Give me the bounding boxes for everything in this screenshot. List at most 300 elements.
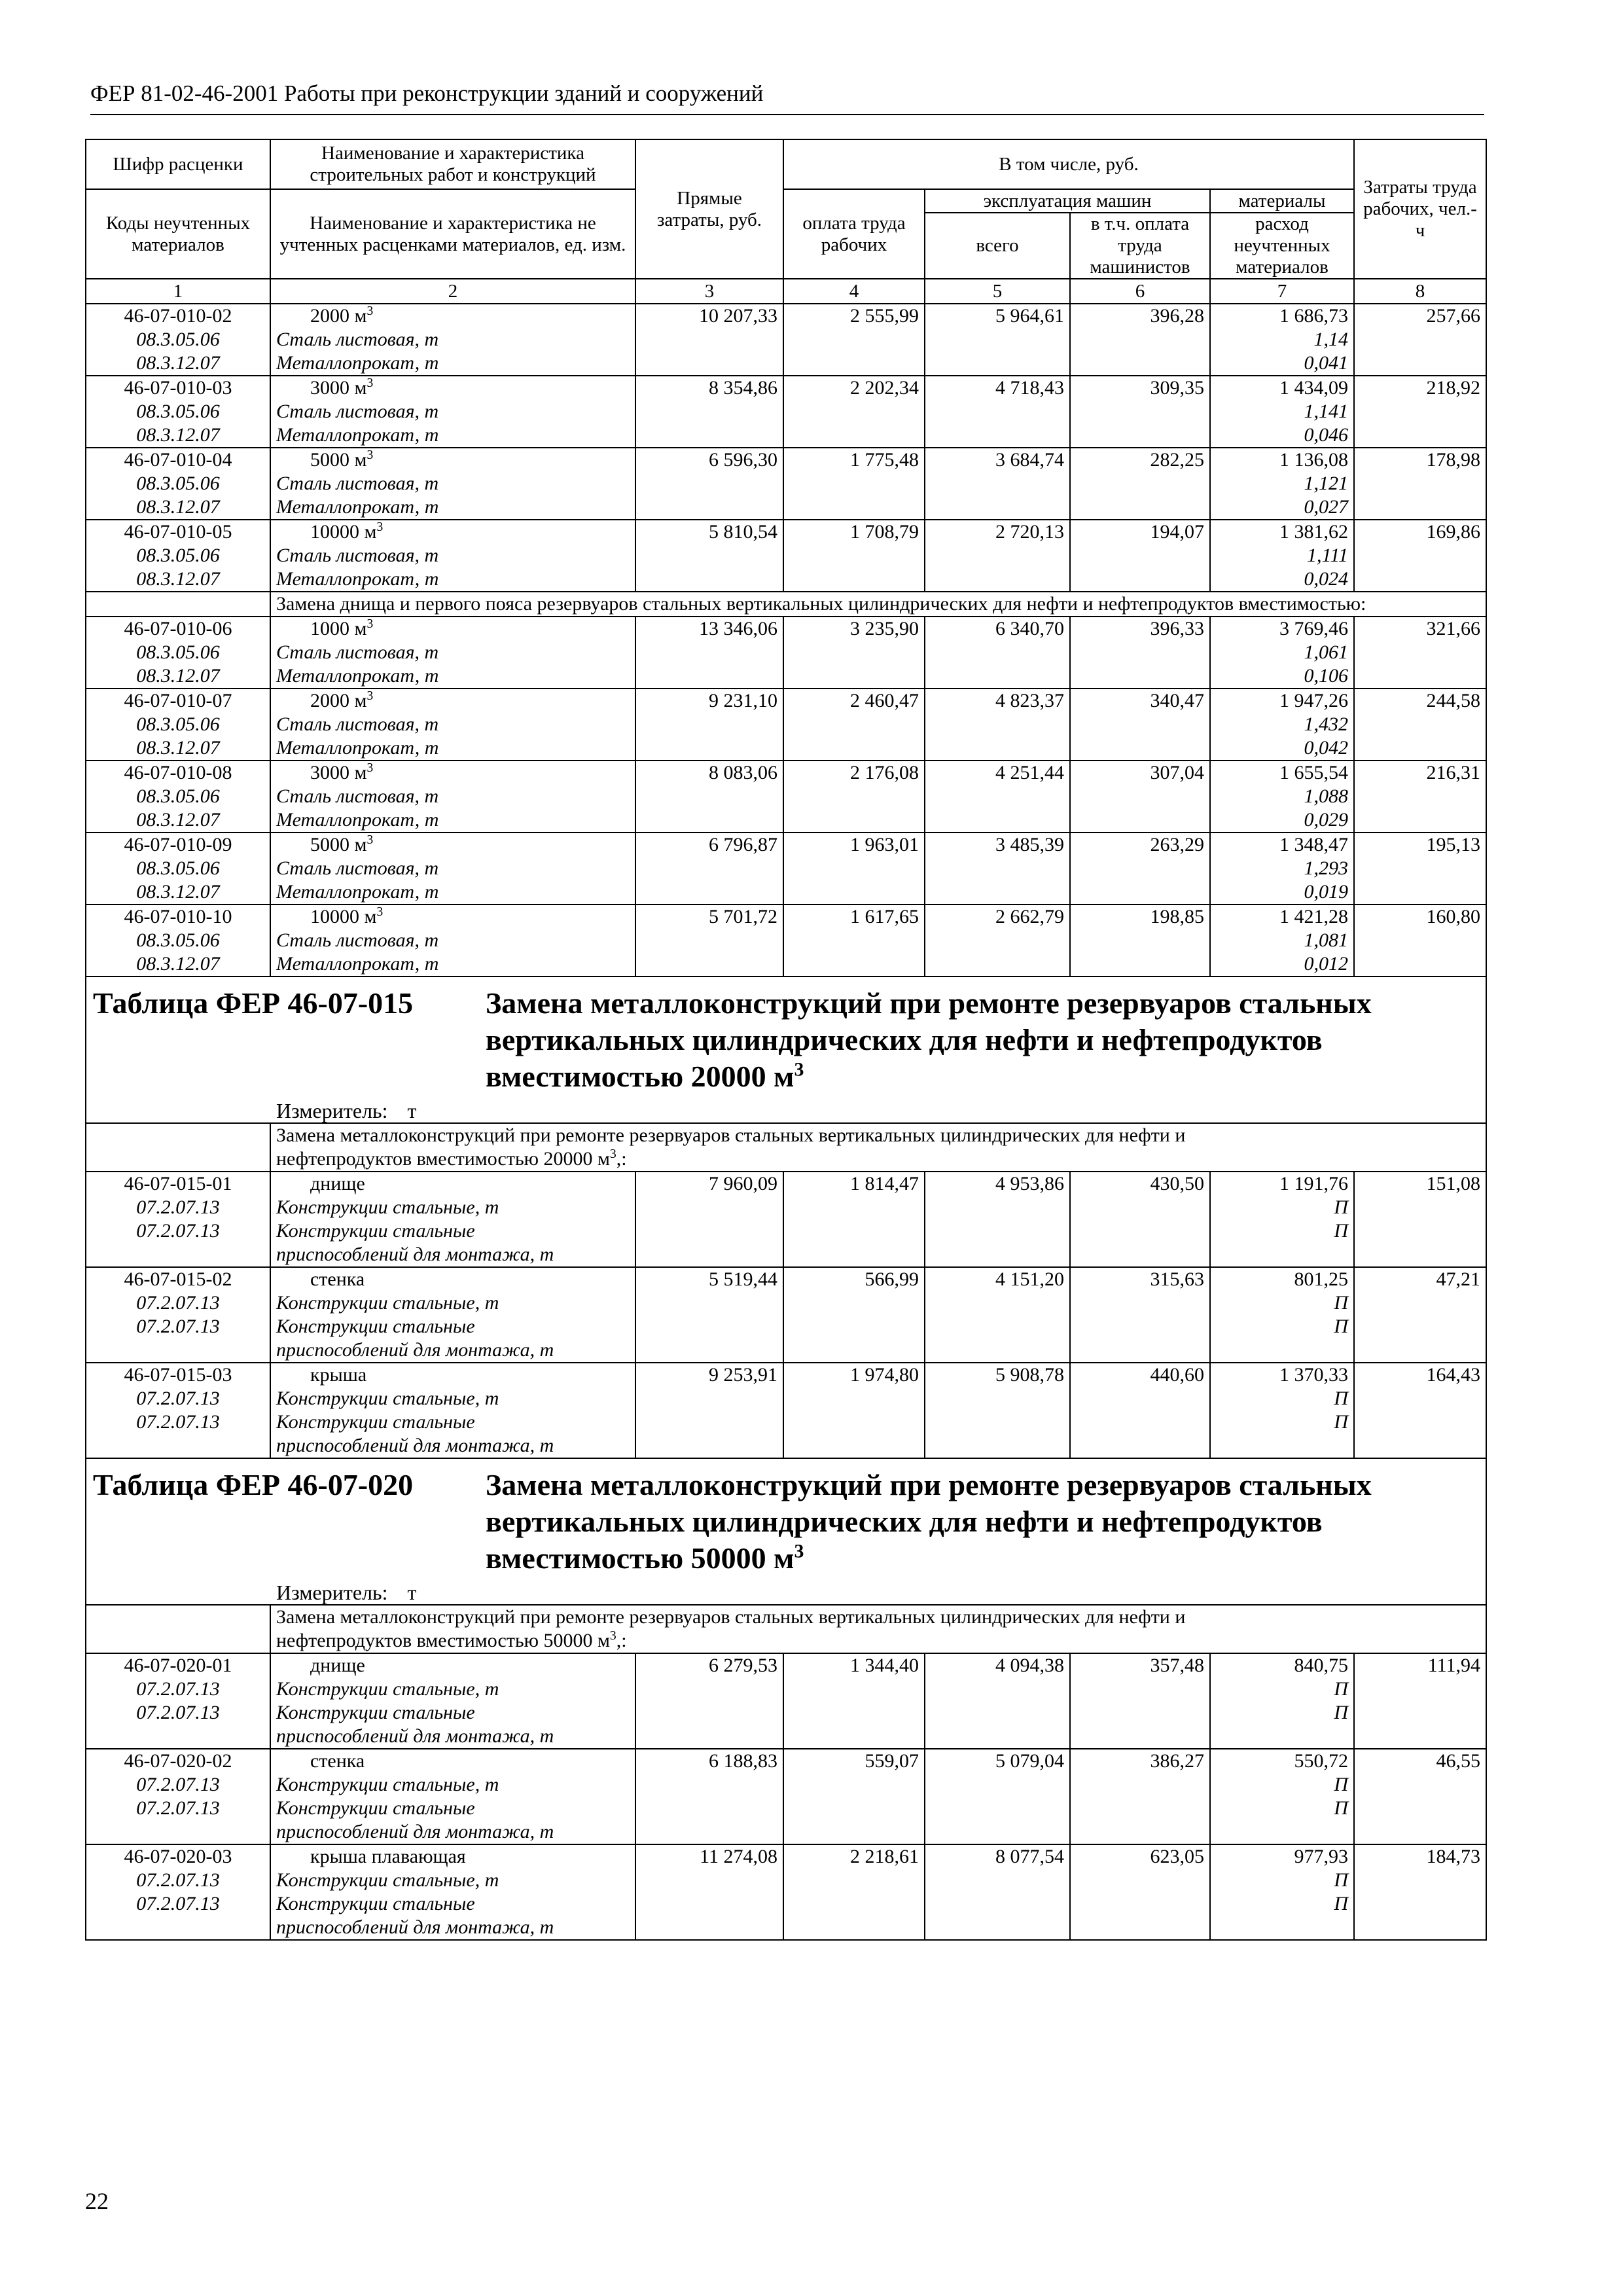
labor-pay: 1 617,65 xyxy=(783,905,925,977)
rate-code: 46-07-010-07 xyxy=(86,689,270,713)
work-name-text: 2000 м xyxy=(310,690,367,711)
machines-labor: 386,27 xyxy=(1070,1749,1210,1844)
material-amount xyxy=(1210,1434,1354,1458)
table-title-text: вместимостью 20000 м xyxy=(486,1060,794,1093)
machines-labor: 440,60 xyxy=(1070,1363,1210,1458)
work-name xyxy=(270,376,635,400)
machines-total: 5 964,61 xyxy=(925,304,1070,376)
unit-superscript: 3 xyxy=(376,905,383,919)
material-code: 07.2.07.13 xyxy=(86,1315,270,1338)
material-name: Металлопрокат, т xyxy=(270,736,635,761)
labor-hours: 111,94 xyxy=(1354,1653,1486,1749)
direct-cost: 7 960,09 xyxy=(635,1172,783,1267)
section-description xyxy=(270,1605,1486,1653)
column-number: 7 xyxy=(1210,279,1354,304)
material-name: Сталь листовая, т xyxy=(270,785,635,808)
measure-unit: т xyxy=(407,1099,417,1122)
material-name: приспособлений для монтажа, т xyxy=(270,1338,635,1363)
materials-cost: 1 434,09 xyxy=(1210,376,1354,400)
rate-code: 46-07-015-02 xyxy=(86,1267,270,1291)
direct-cost: 9 231,10 xyxy=(635,689,783,761)
material-amount: 1,081 xyxy=(1210,929,1354,952)
material-amount: П xyxy=(1210,1219,1354,1243)
material-name: Конструкции стальные xyxy=(270,1892,635,1916)
description-text: нефтепродуктов вместимостью 20000 м xyxy=(276,1148,611,1170)
material-name: Сталь листовая, т xyxy=(270,929,635,952)
material-code: 07.2.07.13 xyxy=(86,1387,270,1410)
material-amount: П xyxy=(1210,1677,1354,1701)
material-code: 08.3.12.07 xyxy=(86,495,270,520)
material-amount xyxy=(1210,1916,1354,1940)
section-description-line: Замена металлоконструкций при ремонте резервуаров стальных вертикальных цилиндрических для нефти и xyxy=(276,1606,1186,1628)
labor-hours: 184,73 xyxy=(1354,1844,1486,1940)
labor-pay: 2 176,08 xyxy=(783,761,925,833)
machines-labor: 282,25 xyxy=(1070,448,1210,520)
material-amount: 0,019 xyxy=(1210,880,1354,905)
material-code: 08.3.12.07 xyxy=(86,880,270,905)
description-superscript: 3 xyxy=(610,1629,616,1643)
material-name: Конструкции стальные xyxy=(270,1701,635,1725)
material-code: 07.2.07.13 xyxy=(86,1701,270,1725)
direct-cost: 5 810,54 xyxy=(635,520,783,592)
work-name xyxy=(270,1172,635,1196)
material-name: Конструкции стальные, т xyxy=(270,1773,635,1797)
table-title-superscript: 3 xyxy=(794,1540,804,1562)
column-number: 4 xyxy=(783,279,925,304)
material-name: Сталь листовая, т xyxy=(270,400,635,423)
machines-labor: 357,48 xyxy=(1070,1653,1210,1749)
material-code xyxy=(86,1434,270,1458)
section-description: Замена днища и первого пояса резервуаров стальных вертикальных цилиндрических для нефти и нефтепродуктов вместимостью: xyxy=(270,592,1486,617)
material-code: 08.3.12.07 xyxy=(86,567,270,592)
materials-cost: 1 655,54 xyxy=(1210,761,1354,785)
table-015-description-row xyxy=(86,1123,1486,1172)
work-name-text: стенка xyxy=(310,1268,365,1290)
unit-superscript: 3 xyxy=(366,833,374,847)
rate-code: 46-07-020-02 xyxy=(86,1749,270,1773)
measure-cell xyxy=(86,1581,1486,1605)
labor-pay: 566,99 xyxy=(783,1267,925,1363)
material-name: приспособлений для монтажа, т xyxy=(270,1820,635,1844)
table-row xyxy=(86,905,1486,929)
rate-code: 46-07-010-06 xyxy=(86,617,270,641)
material-code: 08.3.12.07 xyxy=(86,808,270,833)
machines-labor: 198,85 xyxy=(1070,905,1210,977)
table-title-text: вертикальных цилиндрических для нефти и нефтепродуктов xyxy=(486,1023,1323,1056)
column-number: 2 xyxy=(270,279,635,304)
col-materials-header: материалы xyxy=(1210,189,1354,213)
machines-labor: 340,47 xyxy=(1070,689,1210,761)
labor-pay: 1 775,48 xyxy=(783,448,925,520)
table-title-line xyxy=(486,985,1372,1022)
table-title-line xyxy=(486,1022,1372,1058)
machines-labor: 396,33 xyxy=(1070,617,1210,689)
labor-pay: 1 963,01 xyxy=(783,833,925,905)
table-title-line xyxy=(486,1058,1372,1095)
material-amount: П xyxy=(1210,1869,1354,1892)
material-code: 08.3.05.06 xyxy=(86,641,270,664)
material-code: 08.3.12.07 xyxy=(86,423,270,448)
material-name: Металлопрокат, т xyxy=(270,423,635,448)
direct-cost: 9 253,91 xyxy=(635,1363,783,1458)
labor-hours: 218,92 xyxy=(1354,376,1486,448)
work-name xyxy=(270,905,635,929)
table-label: Таблица ФЕР 46-07-020 xyxy=(93,1468,414,1501)
machines-labor: 309,35 xyxy=(1070,376,1210,448)
machines-total: 3 485,39 xyxy=(925,833,1070,905)
labor-hours: 151,08 xyxy=(1354,1172,1486,1267)
material-amount: 1,432 xyxy=(1210,713,1354,736)
material-amount: 0,042 xyxy=(1210,736,1354,761)
materials-cost: 1 947,26 xyxy=(1210,689,1354,713)
table-020-description-row xyxy=(86,1605,1486,1653)
direct-cost: 11 274,08 xyxy=(635,1844,783,1940)
labor-hours: 164,43 xyxy=(1354,1363,1486,1458)
table-title-line xyxy=(486,1467,1372,1503)
labor-hours: 169,86 xyxy=(1354,520,1486,592)
labor-pay: 2 218,61 xyxy=(783,1844,925,1940)
machines-labor: 430,50 xyxy=(1070,1172,1210,1267)
empty-cell xyxy=(86,592,270,617)
labor-hours: 178,98 xyxy=(1354,448,1486,520)
unit-superscript: 3 xyxy=(366,689,374,703)
section-description-line: Замена металлоконструкций при ремонте резервуаров стальных вертикальных цилиндрических для нефти и xyxy=(276,1124,1186,1146)
direct-cost: 10 207,33 xyxy=(635,304,783,376)
work-name-text: 3000 м xyxy=(310,762,367,783)
table-row xyxy=(86,304,1486,328)
materials-cost: 1 686,73 xyxy=(1210,304,1354,328)
machines-total: 6 340,70 xyxy=(925,617,1070,689)
material-code: 07.2.07.13 xyxy=(86,1410,270,1434)
material-name: приспособлений для монтажа, т xyxy=(270,1434,635,1458)
material-amount: П xyxy=(1210,1196,1354,1219)
machines-total: 3 684,74 xyxy=(925,448,1070,520)
table-row xyxy=(86,1844,1486,1869)
material-code xyxy=(86,1820,270,1844)
description-tail: ,: xyxy=(616,1148,627,1170)
material-code: 07.2.07.13 xyxy=(86,1773,270,1797)
work-name-text: 1000 м xyxy=(310,618,367,639)
machines-total: 5 079,04 xyxy=(925,1749,1070,1844)
material-code: 07.2.07.13 xyxy=(86,1677,270,1701)
measure-row xyxy=(86,1581,1486,1605)
labor-pay: 2 555,99 xyxy=(783,304,925,376)
direct-cost: 8 354,86 xyxy=(635,376,783,448)
labor-pay: 1 814,47 xyxy=(783,1172,925,1267)
rate-code: 46-07-010-10 xyxy=(86,905,270,929)
material-code xyxy=(86,1916,270,1940)
material-amount: 0,046 xyxy=(1210,423,1354,448)
labor-hours: 47,21 xyxy=(1354,1267,1486,1363)
material-amount: 1,293 xyxy=(1210,857,1354,880)
material-amount: 1,141 xyxy=(1210,400,1354,423)
machines-total: 4 094,38 xyxy=(925,1653,1070,1749)
material-code xyxy=(86,1725,270,1749)
table-title xyxy=(486,1467,1372,1577)
col-name-bottom-header: Наименование и характеристика не учтенных расценками материалов, ед. изм. xyxy=(270,189,635,279)
machines-total: 8 077,54 xyxy=(925,1844,1070,1940)
materials-cost: 977,93 xyxy=(1210,1844,1354,1869)
machines-labor: 194,07 xyxy=(1070,520,1210,592)
material-code: 07.2.07.13 xyxy=(86,1869,270,1892)
measure-cell xyxy=(86,1099,1486,1123)
material-amount: 1,111 xyxy=(1210,544,1354,567)
material-code: 08.3.05.06 xyxy=(86,785,270,808)
material-amount: 0,041 xyxy=(1210,351,1354,376)
table-header xyxy=(86,139,1486,304)
material-name: Конструкции стальные, т xyxy=(270,1869,635,1892)
work-name xyxy=(270,761,635,785)
table-title xyxy=(486,985,1372,1095)
rate-code: 46-07-015-01 xyxy=(86,1172,270,1196)
machines-total: 4 251,44 xyxy=(925,761,1070,833)
material-name: Металлопрокат, т xyxy=(270,664,635,689)
rate-code: 46-07-020-01 xyxy=(86,1653,270,1677)
rate-code: 46-07-015-03 xyxy=(86,1363,270,1387)
work-name xyxy=(270,689,635,713)
table-row xyxy=(86,1172,1486,1196)
table-row xyxy=(86,689,1486,713)
work-name xyxy=(270,448,635,472)
material-amount: П xyxy=(1210,1892,1354,1916)
measure-row xyxy=(86,1099,1486,1123)
column-number: 6 xyxy=(1070,279,1210,304)
table-body xyxy=(86,304,1486,1940)
material-name: Металлопрокат, т xyxy=(270,880,635,905)
material-amount xyxy=(1210,1820,1354,1844)
section-description xyxy=(270,1123,1486,1172)
column-number: 3 xyxy=(635,279,783,304)
description-text: нефтепродуктов вместимостью 50000 м xyxy=(276,1630,611,1651)
labor-pay: 1 974,80 xyxy=(783,1363,925,1458)
table-title-text: вертикальных цилиндрических для нефти и нефтепродуктов xyxy=(486,1505,1323,1538)
material-code xyxy=(86,1243,270,1267)
col-incl-header: В том числе, руб. xyxy=(783,139,1354,189)
material-name: Металлопрокат, т xyxy=(270,567,635,592)
rate-code: 46-07-010-09 xyxy=(86,833,270,857)
machines-labor: 315,63 xyxy=(1070,1267,1210,1363)
direct-cost: 8 083,06 xyxy=(635,761,783,833)
material-amount: 1,121 xyxy=(1210,472,1354,495)
labor-hours: 257,66 xyxy=(1354,304,1486,376)
material-name: Сталь листовая, т xyxy=(270,328,635,351)
materials-cost: 1 348,47 xyxy=(1210,833,1354,857)
material-code: 08.3.12.07 xyxy=(86,351,270,376)
table-015-title-row xyxy=(86,977,1486,1099)
labor-pay: 1 344,40 xyxy=(783,1653,925,1749)
material-amount: П xyxy=(1210,1291,1354,1315)
work-name-text: 5000 м xyxy=(310,449,367,471)
materials-cost: 3 769,46 xyxy=(1210,617,1354,641)
labor-hours: 160,80 xyxy=(1354,905,1486,977)
labor-pay: 559,07 xyxy=(783,1749,925,1844)
section-description-line xyxy=(276,1147,1480,1171)
machines-total: 2 720,13 xyxy=(925,520,1070,592)
material-name: Конструкции стальные, т xyxy=(270,1387,635,1410)
table-title-line xyxy=(486,1540,1372,1577)
material-amount: П xyxy=(1210,1410,1354,1434)
col-materials-sub-header: расход неучтенных материалов xyxy=(1210,213,1354,279)
material-name: Конструкции стальные, т xyxy=(270,1677,635,1701)
labor-hours: 216,31 xyxy=(1354,761,1486,833)
column-number: 1 xyxy=(86,279,270,304)
table-row xyxy=(86,833,1486,857)
col-labor-cost-header: Затраты труда рабочих, чел.-ч xyxy=(1354,139,1486,279)
col-machines-incl-header: в т.ч. оплата труда машинистов xyxy=(1070,213,1210,279)
labor-hours: 244,58 xyxy=(1354,689,1486,761)
table-title-superscript: 3 xyxy=(794,1058,804,1081)
materials-cost: 1 136,08 xyxy=(1210,448,1354,472)
direct-cost: 13 346,06 xyxy=(635,617,783,689)
machines-total: 4 718,43 xyxy=(925,376,1070,448)
section-description-line xyxy=(276,1629,1480,1653)
material-amount: 0,027 xyxy=(1210,495,1354,520)
price-table xyxy=(85,139,1487,1941)
rate-code: 46-07-010-05 xyxy=(86,520,270,544)
table-row xyxy=(86,376,1486,400)
unit-superscript: 3 xyxy=(366,617,374,631)
work-name xyxy=(270,617,635,641)
labor-hours: 321,66 xyxy=(1354,617,1486,689)
material-amount xyxy=(1210,1243,1354,1267)
materials-cost: 1 191,76 xyxy=(1210,1172,1354,1196)
direct-cost: 5 519,44 xyxy=(635,1267,783,1363)
material-amount: 0,012 xyxy=(1210,952,1354,977)
material-code: 08.3.05.06 xyxy=(86,328,270,351)
machines-total: 4 953,86 xyxy=(925,1172,1070,1267)
col-name-header: Наименование и характеристика строительных работ и конструкций xyxy=(270,139,635,189)
col-machines-total-header: всего xyxy=(925,213,1070,279)
labor-pay: 2 202,34 xyxy=(783,376,925,448)
material-amount: 1,088 xyxy=(1210,785,1354,808)
material-name: Конструкции стальные, т xyxy=(270,1291,635,1315)
materials-cost: 550,72 xyxy=(1210,1749,1354,1773)
work-name-text: стенка xyxy=(310,1750,365,1772)
material-name: Сталь листовая, т xyxy=(270,544,635,567)
table-row xyxy=(86,520,1486,544)
work-name-text: 2000 м xyxy=(310,305,367,327)
material-name: Металлопрокат, т xyxy=(270,952,635,977)
material-code xyxy=(86,1338,270,1363)
unit-superscript: 3 xyxy=(376,520,383,534)
work-name xyxy=(270,1267,635,1291)
work-name-text: 10000 м xyxy=(310,906,377,927)
work-name-text: крыша плавающая xyxy=(310,1846,466,1867)
work-name xyxy=(270,1653,635,1677)
material-name: Металлопрокат, т xyxy=(270,495,635,520)
rate-code: 46-07-010-03 xyxy=(86,376,270,400)
table-row xyxy=(86,1653,1486,1677)
material-code: 08.3.05.06 xyxy=(86,472,270,495)
direct-cost: 6 188,83 xyxy=(635,1749,783,1844)
col-machines-header: эксплуатация машин xyxy=(925,189,1210,213)
running-header: ФЕР 81-02-46-2001 Работы при реконструкции зданий и сооружений xyxy=(90,75,1484,115)
page-number: 22 xyxy=(85,2188,109,2214)
table-title-text: вместимостью 50000 м xyxy=(486,1541,794,1575)
empty-cell xyxy=(86,1605,270,1653)
work-name-text: днище xyxy=(310,1655,365,1676)
machines-labor: 623,05 xyxy=(1070,1844,1210,1940)
material-code: 07.2.07.13 xyxy=(86,1797,270,1820)
column-numbers-row xyxy=(86,279,1486,304)
materials-cost: 1 381,62 xyxy=(1210,520,1354,544)
material-amount: 1,14 xyxy=(1210,328,1354,351)
machines-labor: 263,29 xyxy=(1070,833,1210,905)
materials-cost: 840,75 xyxy=(1210,1653,1354,1677)
material-amount: 1,061 xyxy=(1210,641,1354,664)
col-codes-bottom-header: Коды неучтенных материалов xyxy=(86,189,270,279)
material-amount: П xyxy=(1210,1773,1354,1797)
material-code: 08.3.05.06 xyxy=(86,400,270,423)
measure-label: Измеритель: xyxy=(276,1099,388,1122)
table-title-block xyxy=(86,977,1486,1099)
column-number: 8 xyxy=(1354,279,1486,304)
description-tail: ,: xyxy=(616,1630,627,1651)
material-name: Конструкции стальные xyxy=(270,1219,635,1243)
direct-cost: 6 279,53 xyxy=(635,1653,783,1749)
material-code: 07.2.07.13 xyxy=(86,1892,270,1916)
table-020-title-row xyxy=(86,1458,1486,1581)
rate-code: 46-07-010-04 xyxy=(86,448,270,472)
work-name-text: 3000 м xyxy=(310,377,367,399)
table-label: Таблица ФЕР 46-07-015 xyxy=(93,986,414,1020)
unit-superscript: 3 xyxy=(366,304,374,318)
labor-hours: 46,55 xyxy=(1354,1749,1486,1844)
material-name: Сталь листовая, т xyxy=(270,713,635,736)
material-code: 08.3.12.07 xyxy=(86,952,270,977)
measure-unit: т xyxy=(407,1581,417,1604)
materials-cost: 1 370,33 xyxy=(1210,1363,1354,1387)
material-amount: 0,029 xyxy=(1210,808,1354,833)
work-name xyxy=(270,304,635,328)
machines-total: 5 908,78 xyxy=(925,1363,1070,1458)
description-superscript: 3 xyxy=(610,1147,616,1161)
work-name xyxy=(270,1844,635,1869)
direct-cost: 6 596,30 xyxy=(635,448,783,520)
measure-label: Измеритель: xyxy=(276,1581,388,1604)
labor-pay: 2 460,47 xyxy=(783,689,925,761)
table-row xyxy=(86,617,1486,641)
material-code: 07.2.07.13 xyxy=(86,1219,270,1243)
material-name: Конструкции стальные, т xyxy=(270,1196,635,1219)
material-name: Металлопрокат, т xyxy=(270,351,635,376)
labor-pay: 3 235,90 xyxy=(783,617,925,689)
table-row xyxy=(86,448,1486,472)
work-name-text: крыша xyxy=(310,1364,367,1386)
material-code: 08.3.05.06 xyxy=(86,544,270,567)
rate-code: 46-07-020-03 xyxy=(86,1844,270,1869)
work-name-text: 5000 м xyxy=(310,834,367,855)
material-amount: П xyxy=(1210,1701,1354,1725)
direct-cost: 5 701,72 xyxy=(635,905,783,977)
labor-hours: 195,13 xyxy=(1354,833,1486,905)
material-amount: П xyxy=(1210,1797,1354,1820)
machines-labor: 396,28 xyxy=(1070,304,1210,376)
unit-superscript: 3 xyxy=(366,448,374,462)
material-code: 08.3.12.07 xyxy=(86,664,270,689)
work-name xyxy=(270,1749,635,1773)
labor-pay: 1 708,79 xyxy=(783,520,925,592)
material-name: Конструкции стальные xyxy=(270,1797,635,1820)
material-code: 08.3.12.07 xyxy=(86,736,270,761)
material-amount: 0,024 xyxy=(1210,567,1354,592)
table-title-line xyxy=(486,1503,1372,1540)
material-code: 08.3.05.06 xyxy=(86,929,270,952)
table-title-text: Замена металлоконструкций при ремонте резервуаров стальных xyxy=(486,1468,1372,1501)
material-name: Сталь листовая, т xyxy=(270,472,635,495)
work-name xyxy=(270,1363,635,1387)
machines-labor: 307,04 xyxy=(1070,761,1210,833)
